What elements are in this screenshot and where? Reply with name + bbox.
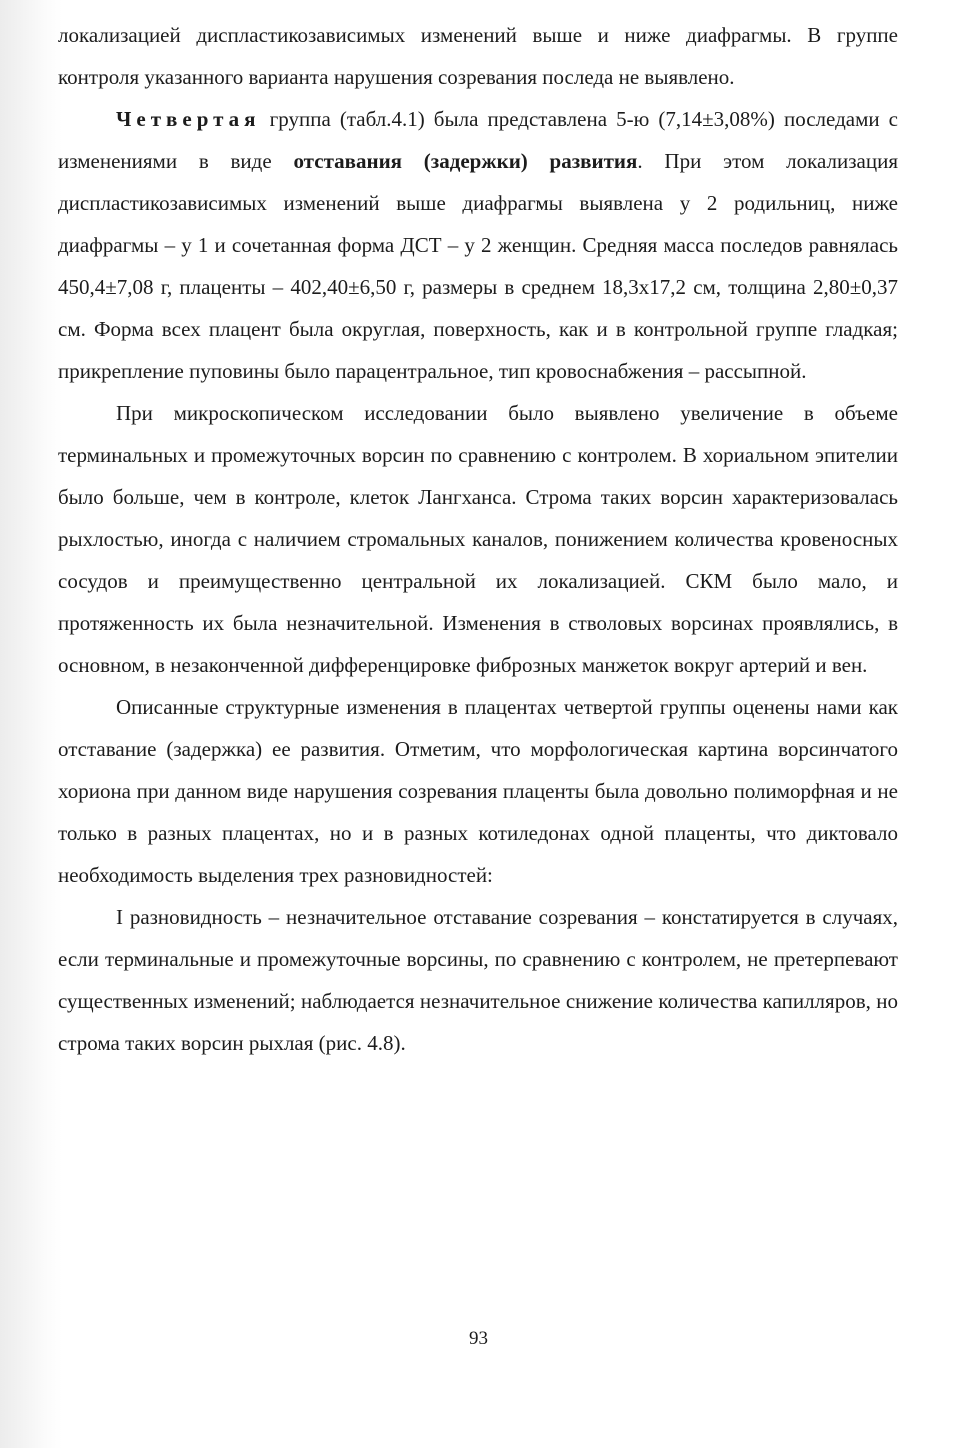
paragraph-text: При микроскопическом исследовании было выявлено увеличение в объеме терминальных и промежуточных ворсин по сравнению с контролем. В хориальном эпителии было больше, чем в контроле, клеток Лангханса. Строма таких ворсин характеризовалась рыхлостью, иногда с наличием стромальных каналов, понижением количества кровеносных сосудов и преимущественно центральной их локализацией. СКМ было мало, и протяженность их была незначительной. Изменения в стволовых ворсинах проявлялись, в основном, в незаконченной дифференцировке фиброзных манжеток вокруг артерий и вен. (58, 401, 898, 677)
paragraph-text: группа (табл.4.1) была представлена 5-ю (7,14±3,08%) последами с изменениями в виде (58, 107, 898, 173)
paragraph-structural-changes (58, 686, 898, 896)
document-page (58, 14, 898, 1064)
paragraph-continuation (58, 14, 898, 98)
paragraph-microscopy (58, 392, 898, 686)
paragraph-text: локализацией диспластикозависимых изменений выше и ниже диафрагмы. В группе контроля указанного варианта нарушения созревания последа не выявлено. (58, 23, 898, 89)
spaced-lead-word: Четвертая (116, 107, 261, 131)
paragraph-fourth-group (58, 98, 898, 392)
scan-shadow-edge (0, 0, 62, 1448)
paragraph-text: I разновидность – незначительное отставание созревания – констатируется в случаях, если терминальные и промежуточные ворсины, по сравнению с контролем, не претерпевают существенных изменений; наблюдается незначительное снижение количества капилляров, но строма таких ворсин рыхлая (рис. 4.8). (58, 905, 898, 1055)
paragraph-text: . При этом локализация диспластикозависимых изменений выше диафрагмы выявлена у 2 родильниц, ниже диафрагмы – у 1 и сочетанная форма ДСТ – у 2 женщин. Средняя масса последов равнялась 450,4±7,08 г, плаценты – 402,40±6,50 г, размеры в среднем 18,3х17,2 см, толщина 2,80±0,37 см. Форма всех плацент была округлая, поверхность, как и в контрольной группе гладкая; прикрепление пуповины было парацентральное, тип кровоснабжения – рассыпной. (58, 149, 898, 383)
paragraph-variety-one (58, 896, 898, 1064)
page-number: 93 (469, 1328, 488, 1349)
bold-term: отставания (задержки) развития (293, 149, 638, 173)
paragraph-text: Описанные структурные изменения в плацентах четвертой группы оценены нами как отставание (задержка) ее развития. Отметим, что морфологическая картина ворсинчатого хориона при данном виде нарушения созревания плаценты была довольно полиморфная и не только в разных плацентах, но и в разных котиледонах одной плаценты, что диктовало необходимость выделения трех разновидностей: (58, 695, 898, 887)
